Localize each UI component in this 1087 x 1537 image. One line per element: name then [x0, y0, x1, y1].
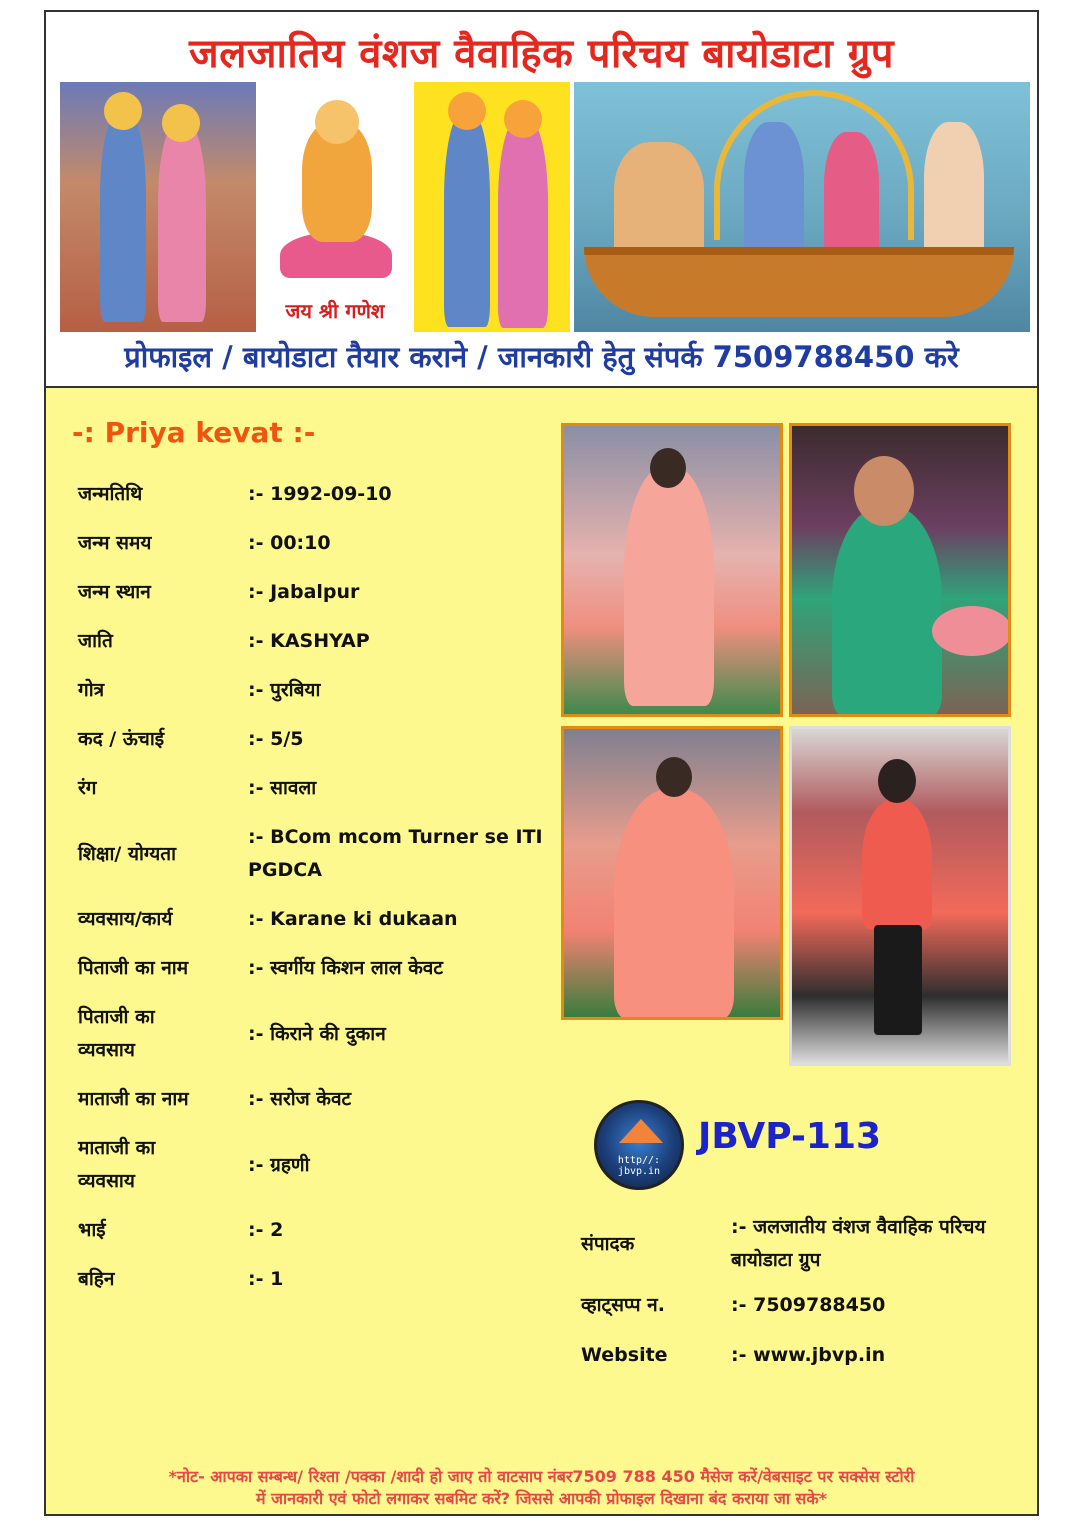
- deity-halo: [104, 92, 142, 130]
- field-value: :- सरोज केवट: [248, 1088, 352, 1110]
- deity-figure: [158, 122, 206, 322]
- field-value: :- पुरबिया: [248, 679, 321, 701]
- head-shape: [656, 757, 692, 797]
- field-row: [78, 715, 558, 764]
- contact-details: [581, 1208, 1021, 1380]
- field-label: भाई: [78, 1219, 106, 1241]
- field-row: [78, 666, 558, 715]
- contact-row: [581, 1280, 1021, 1330]
- profile-name: -: Priya kevat :-: [72, 416, 316, 449]
- field-value: :- किराने की दुकान: [248, 1022, 386, 1045]
- note-line-1: *नोट- आपका सम्बन्ध/ रिश्ता /पक्का /शादी हो जाए तो वाटसाप नंबर7509 788 450 मैसेज करें/वेबसाइट पर सक्सेस स्टोरी: [168, 1467, 915, 1486]
- website-link[interactable]: :- www.jbvp.in: [731, 1343, 886, 1366]
- field-value: :- ग्रहणी: [248, 1153, 310, 1176]
- field-row: [78, 1255, 558, 1304]
- field-row: [78, 1124, 558, 1206]
- ganesh-image: [260, 82, 410, 332]
- deity-figure: [444, 112, 490, 327]
- deity-images: [60, 82, 1030, 332]
- field-value: :- 2: [248, 1219, 284, 1241]
- person-shape: [862, 799, 932, 929]
- field-value: :- Karane ki dukaan: [248, 908, 458, 930]
- contact-label: Website: [581, 1343, 668, 1366]
- field-row: [78, 568, 558, 617]
- field-value: :- 1: [248, 1268, 284, 1290]
- footer-note: [46, 1466, 1037, 1510]
- field-label: गोत्र: [78, 679, 105, 701]
- logo-url-text: http//: jbvp.in: [617, 1155, 661, 1177]
- person-shape: [624, 466, 714, 706]
- field-value: :- 5/5: [248, 728, 304, 750]
- contact-value: :- जलजातीय वंशज वैवाहिक परिचय बायोडाटा ग्रुप: [731, 1216, 986, 1271]
- ram-sita-image-1: [60, 82, 256, 332]
- whatsapp-number[interactable]: :- 7509788450: [731, 1293, 886, 1316]
- profile-details: [78, 470, 558, 1304]
- boatman-figure: [614, 142, 704, 262]
- field-label: कद / ऊंचाई: [78, 728, 165, 750]
- photo-gallery: [558, 420, 1018, 1072]
- field-label: बहिन: [78, 1268, 115, 1290]
- contact-row: [581, 1208, 1021, 1280]
- field-label: पिताजी का व्यवसाय: [78, 1006, 155, 1061]
- field-label: माताजी का नाम: [78, 1088, 189, 1110]
- field-value: :- 00:10: [248, 532, 331, 554]
- profile-photo-4[interactable]: [789, 726, 1011, 1066]
- field-label: व्यवसाय/कार्य: [78, 908, 173, 930]
- profile-photo-3[interactable]: [561, 726, 783, 1020]
- deity-figure: [498, 118, 548, 328]
- field-label: जन्म स्थान: [78, 581, 151, 603]
- field-row: [78, 813, 558, 895]
- field-row: [78, 1206, 558, 1255]
- field-value: :- BCom mcom Turner se ITI PGDCA: [248, 826, 543, 881]
- deity-figure: [824, 132, 879, 262]
- profile-photo-2[interactable]: [789, 423, 1011, 717]
- field-row: [78, 470, 558, 519]
- deity-figure: [100, 112, 146, 322]
- deity-halo: [162, 104, 200, 142]
- head-shape: [650, 448, 686, 488]
- field-value: :- सावला: [248, 777, 317, 799]
- ganesh-head: [315, 100, 359, 144]
- field-row: [78, 764, 558, 813]
- jbvp-logo: [594, 1100, 684, 1190]
- field-label: माताजी का व्यवसाय: [78, 1137, 156, 1192]
- person-shape: [614, 789, 734, 1019]
- house-icon: [619, 1119, 663, 1143]
- legs-shape: [874, 925, 922, 1035]
- field-value: :- स्वर्गीय किशन लाल केवट: [248, 957, 443, 979]
- head-shape: [878, 759, 916, 803]
- boat-scene-image: [574, 82, 1030, 332]
- contact-label: व्हाट्सप्प न.: [581, 1293, 665, 1316]
- header-banner: [44, 10, 1039, 388]
- note-line-2: में जानकारी एवं फोटो लगाकर सबमिट करें? जिससे आपकी प्रोफाइल दिखाना बंद कराया जा सके*: [255, 1489, 828, 1508]
- person-shape: [832, 506, 942, 716]
- field-row: [78, 993, 558, 1075]
- field-row: [78, 895, 558, 944]
- field-row: [78, 519, 558, 568]
- deity-figure: [924, 122, 984, 262]
- group-title: जलजातिय वंशज वैवाहिक परिचय बायोडाटा ग्रुप: [189, 31, 894, 77]
- boat-shape: [584, 247, 1014, 317]
- contact-label: संपादक: [581, 1232, 635, 1255]
- field-value: :- 1992-09-10: [248, 483, 392, 505]
- profile-photo-1[interactable]: [561, 423, 783, 717]
- biodata-card: [44, 388, 1039, 1516]
- field-label: पिताजी का नाम: [78, 957, 189, 979]
- deity-halo: [504, 100, 542, 138]
- plate-shape: [932, 606, 1011, 656]
- field-label: जन्मतिथि: [78, 483, 143, 505]
- deity-figure: [744, 122, 804, 262]
- field-label: जन्म समय: [78, 532, 152, 554]
- profile-code: JBVP-113: [698, 1116, 882, 1157]
- field-value: :- Jabalpur: [248, 581, 360, 603]
- ganesh-caption: जय श्री गणेश: [285, 299, 385, 323]
- contact-row: [581, 1330, 1021, 1380]
- field-label: शिक्षा/ योग्यता: [78, 842, 176, 865]
- head-shape: [854, 456, 914, 526]
- deity-halo: [448, 92, 486, 130]
- field-row: [78, 617, 558, 666]
- field-label: रंग: [78, 777, 97, 799]
- field-value: :- KASHYAP: [248, 630, 370, 652]
- field-label: जाति: [78, 630, 113, 652]
- ram-sita-image-2: [414, 82, 570, 332]
- field-row: [78, 1075, 558, 1124]
- field-row: [78, 944, 558, 993]
- contact-banner-text: प्रोफाइल / बायोडाटा तैयार कराने / जानकारी हेतु संपर्क 7509788450 करे: [124, 340, 959, 374]
